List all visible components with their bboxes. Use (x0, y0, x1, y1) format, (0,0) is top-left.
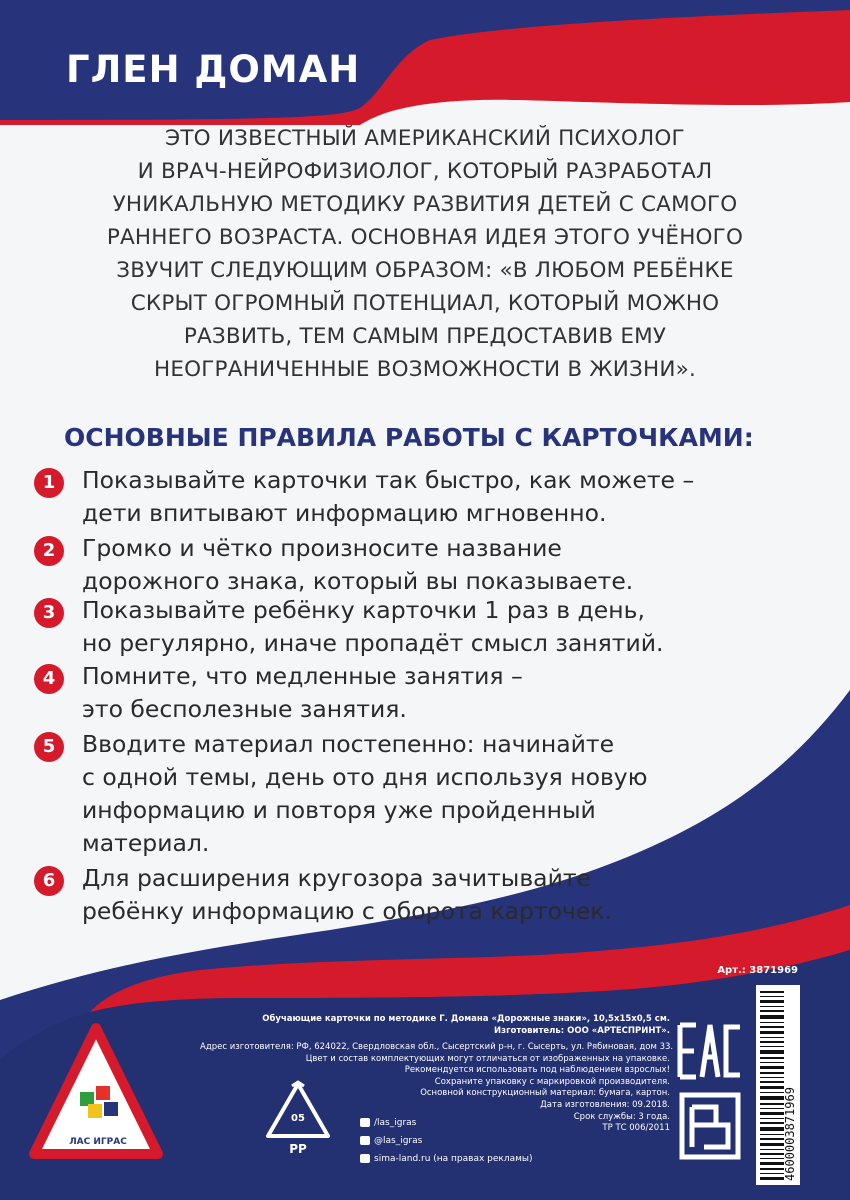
product-line: Изготовитель: ООО «АРТЕСПРИНТ». (494, 1025, 670, 1036)
rule-line: Помните, что медленные занятия – (82, 662, 523, 690)
intro-line: РАННЕГО ВОЗРАСТА. ОСНОВНАЯ ИДЕЯ ЭТОГО УЧЁНОГО (106, 225, 744, 250)
rule-line: дети впитывают информацию мгновенно. (82, 499, 607, 527)
address-line: Основной конструкционный материал: бумага, картон. (420, 1088, 670, 1099)
product-line: Обучающие карточки по методике Г. Домана «Дорожные знаки», 10,5х15х0,5 см. (262, 1014, 670, 1024)
rule-number-badge: 3 (34, 598, 64, 628)
rule-number-badge: 2 (34, 536, 64, 566)
rule-text (82, 728, 648, 860)
rule-text (82, 862, 612, 928)
rule-text (82, 594, 663, 660)
address-line: Дата изготовления: 09.2018. (540, 1099, 670, 1110)
rule-number-badge: 6 (34, 866, 64, 896)
rule-line: информацию и повторя уже пройденный (82, 796, 596, 824)
address-line: ТР ТС 006/2011 (602, 1123, 670, 1134)
rule-line: Громко и чётко произносите название (82, 534, 562, 562)
address-line: Сохраните упаковку с маркировкой производителя. (434, 1076, 670, 1087)
rule-line: но регулярно, иначе пропадёт смысл занятий. (82, 629, 664, 657)
intro-line: УНИКАЛЬНУЮ МЕТОДИКУ РАЗВИТИЯ ДЕТЕЙ С САМОГО (112, 192, 738, 217)
intro-line: И ВРАЧ-НЕЙРОФИЗИОЛОГ, КОТОРЫЙ РАЗРАБОТАЛ (137, 159, 713, 184)
rule-text (82, 532, 633, 598)
rule-number-badge: 5 (34, 732, 64, 762)
barcode (756, 985, 800, 1185)
rule-line: ребёнку информацию с оборота карточек. (82, 897, 613, 925)
social-instagram: @las_igras (360, 1136, 422, 1146)
rule-text (82, 660, 523, 726)
rule-number-badge: 4 (34, 664, 64, 694)
rule-line: Показывайте карточки так быстро, как можете – (82, 466, 695, 494)
recycle-material: PP (289, 1142, 307, 1156)
rule-line: с одной темы, день ото дня используя новую (82, 763, 648, 791)
rule-line: это бесполезные занятия. (82, 695, 407, 723)
rule-text (82, 464, 694, 530)
rule-line: Вводите материал постепенно: начинайте (82, 730, 615, 758)
vk-icon (360, 1118, 370, 1127)
address-line: Адрес изготовителя: РФ, 624022, Свердловская обл., Сысертский р-н, г. Сысерть, ул. Рябиновая, дом 33. (200, 1042, 674, 1052)
rule-line: дорожного знака, который вы показываете. (82, 567, 634, 595)
intro-line: НЕОГРАНИЧЕННЫЕ ВОЗМОЖНОСТИ В ЖИЗНИ». (153, 357, 697, 382)
logo-text: ЛАС ИГРАС (69, 1137, 127, 1147)
address-line: Срок службы: 3 года. (573, 1111, 670, 1122)
intro-line: РАЗВИТЬ, ТЕМ САМЫМ ПРЕДОСТАВИВ ЕМУ (183, 324, 667, 349)
address-line: Рекомендуется использовать под наблюдением взрослых! (404, 1065, 670, 1076)
address-line: Цвет и состав комплектующих могут отличаться от изображенных на упаковке. (305, 1053, 670, 1064)
social-vk: /las_igras (360, 1118, 416, 1128)
rules-heading: ОСНОВНЫЕ ПРАВИЛА РАБОТЫ С КАРТОЧКАМИ: (64, 423, 754, 452)
intro-line: ЭТО ИЗВЕСТНЫЙ АМЕРИКАНСКИЙ ПСИХОЛОГ (165, 126, 685, 151)
page-title: ГЛЕН ДОМАН (66, 48, 361, 91)
instagram-icon (360, 1136, 370, 1145)
rule-line: Показывайте ребёнку карточки 1 раз в день, (82, 596, 645, 624)
globe-icon (360, 1154, 370, 1163)
eac-mark-icon (676, 1015, 746, 1165)
rule-line: Для расширения кругозора зачитывайте (82, 864, 591, 892)
intro-paragraph (60, 122, 790, 386)
intro-line: СКРЫТ ОГРОМНЫЙ ПОТЕНЦИАЛ, КОТОРЫЙ МОЖНО (130, 291, 720, 316)
recycle-number: 05 (291, 1113, 305, 1124)
product-info (262, 1014, 670, 1037)
rule-line: материал. (82, 829, 210, 857)
social-site: sima-land.ru (на правах рекламы) (360, 1154, 533, 1164)
barcode-number: 4600003871969 (783, 1087, 797, 1181)
intro-line: ЗВУЧИТ СЛЕДУЮЩИМ ОБРАЗОМ: «В ЛЮБОМ РЕБЁНКЕ (116, 258, 734, 283)
article-number: Арт.: 3871969 (717, 965, 798, 976)
rule-number-badge: 1 (34, 468, 64, 498)
